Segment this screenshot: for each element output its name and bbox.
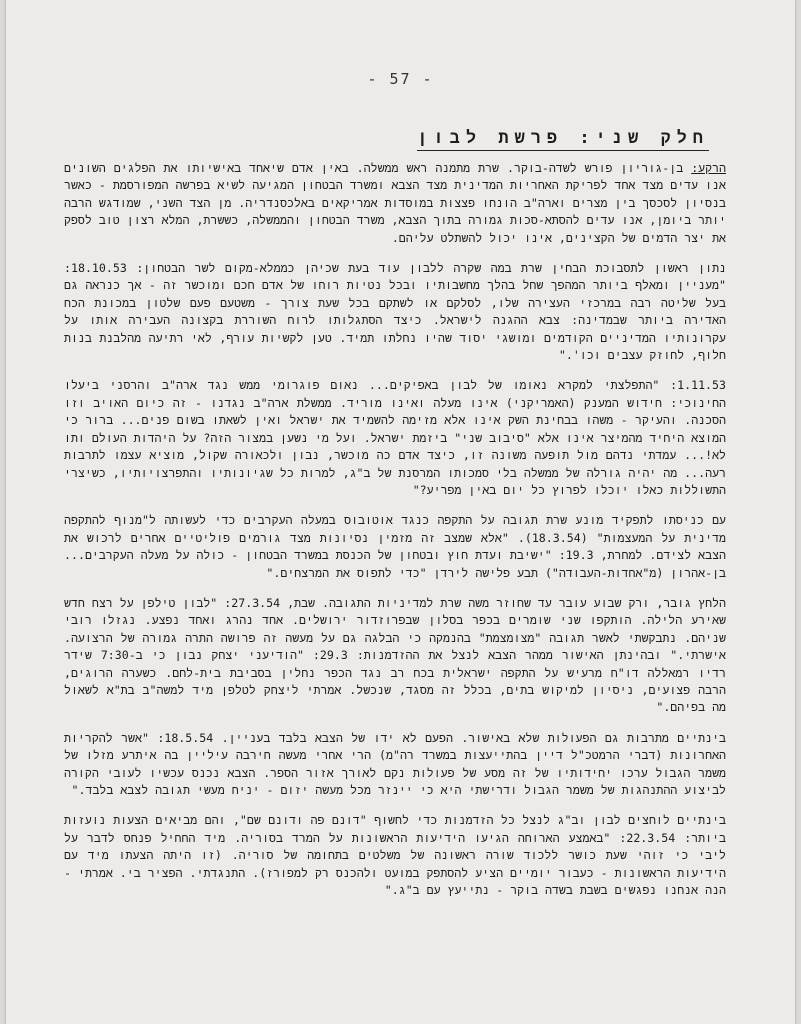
paragraph-afikim-speech: 1.11.53: "התפלצתי למקרא נאומו של לבון באפיקים... נאום פוגרומי ממש נגד ארה"ב והרסני ביעלו החינוכי: חידוש המענק (האמריקני) אינו מעלה ואינו מוריד. ממשלת ארה"ב נגדנו - זה כיום האויב וזו הסכנה. והעיקר - משהו בבחינת השק אינו אלא מזימה להשמיד את ישראל ואין לשאתו בשום פנים... ברור כי המוצא היחיד מהמיצר אינו אלא "סיבוב שני" ביזמת ישראל. ועל מי נשען במצור הזה? על היהדות העולם ותו לא!... עמדתי נדהם מול תופעה משונה זו, כיצד אדם כה מוכשר, נבון ולכאורה שקול, מוציא עצמו לתרבות רעה... מה יהיה גורלה של ממשלה בלי סמכותו המרסנת של ב"ג, למרות כל שגיונותיו והתפרצויותיו, כשיצרי התשוללות כאלו יוכלו לפרוץ כל יום באין מפריע?" xyxy=(64,378,726,497)
paragraph-background xyxy=(64,160,726,247)
paragraph-unauthorized-actions: בינתיים מתרבות גם הפעולות שלא באישור. הפעם לא ידו של הצבא בלבד בעניין. 18.5.54: "אשר להקריות האחרונות (דברי הרמטכ"ל דיין בהתייעצות במשרד רה"מ) הרי אחרי מעשה חירבה עיליין בה איתרע מזלו של משמר הגבול ערכו יחידותיו של זה מסע של פעולות נקם לאורך אזור הספר. הצבא נכנס עכשיו לעובי הקורה לביצוע ההתנהגות של משמר הגבול ודרישתי היא כי יינזר מכל מעשה יזום - יניח מעשי תגובה לצבא בלבד." xyxy=(64,730,726,797)
paragraph-pressure-grows: הלחץ גובר, ורק שבוע עובר עד שחוזר משה שרת למדיניות התגובה. שבת, 27.3.54: "לבון טילפן על רצח חדש שאירע הלילה. הותקפו שני שומרים בכפר בסלון שבפרוזדור ירושלים. אחד נהרג ואחד נפצע. נגזלו רובי שניהם. נתבקשתי לאשר תגובה "מצומצמת" בהנמקה כי הבלגה גם על מעשה זה פרושה התרה גמורה של הרצועה. אישרתי." ובהינתן האישור ממהר הצבא לנצל את ההזדמנות: 29.3: "הודיעני יצחק נבון כי ב-7:30 שידר רדיו רמאללה דו"ח מרעיש על התקפה ישראלית בכח רב נגד הכפר נחלין בסביבת בית-לחם. כשערה הרוגים, הרבה פצועים, ניסיון למיקוש בתים, בכלל זה מסגד, שנכשל. אמרתי ליצחק לטלפן מיד למשה"ב בת"א לשאול מה בפיהם." xyxy=(64,595,726,715)
page-number: - 57 - xyxy=(367,70,434,88)
paragraph-scorpions-ascent: עם כניסתו לתפקיד מונע שרת תגובה על התקפה כנגד אוטובוס במעלה העקרבים כדי לעשותה ל"מנוף להתקפה מדינית על המעצמות" (18.3.54). "אלא שמצב זה מזמין נסיונות מצד גורמים פוליטיים אחרים לרכוש את הצבא לצידם. למחרת, 19.3: "ישיבת ועדת חוץ ובטחון של הכנסת במשרד הבטחון - כולה על מעלה העקרבים... בן-אהרון (מ"אחדות-העבודה") תבע פלישה לירדן "כדי לתפוס את המרצחים." xyxy=(64,513,727,580)
paragraph-syria-proposal: בינתיים לוחצים לבון וב"ג לנצל כל הזדמנות כדי לחשוף "דונם פה ודונם שם", והם מביאים הצעות נועזות ביותר: 22.3.54: "באמצע הארוחה הגיעו הידיעות הראשונות על המרד בסוריה. מיד החחיל פנחס לדבר על ליבי כי זוהי שעת כושר ללכוד שורה ראשונה של משלטים בתחומה של סוריה. (זו היתה הצעתו מיד עם הידיעות הראשונות - כעבור יומיים הציע להסתפק במועט ולהכנס רק למפורז). התנגדתי. הפציר בי. אמרתי - הנה אנחנו נפגשים בשבת בשדה בוקר - נתייעץ עם ב"ג." xyxy=(64,813,726,898)
paragraph-text: בן-גוריון פורש לשדה-בוקר. שרת מתמנה ראש ממשלה. באין אדם שיאחד באישיותו את הפלגים השונים אנו עדים מצד אחד לפריקת האחריות המדינית מצד הצבא ומשרד הבטחון המגיעה לשיא בפרשה המפורסמת - כאשר בנסיון לסכסך בין מצרים וארה"ב הונחו פצצות במוסדות אמריקאים באלכסנדריה. מן הצד השני, שמודגש הרבה יותר ביומן, אנו עדים להסתא-סכות גמורה בתוך הצבא, משרד הבטחון והממשלה, כששרת, המלא רצון טוב לספק את יצר הדמים של הקצינים, אינו יכול להשתלט עליהם. xyxy=(64,161,726,245)
background-label: הרקע: xyxy=(691,161,726,175)
section-title: חלק שני: פרשת לבון xyxy=(417,128,709,151)
body-text xyxy=(64,160,726,912)
document-page xyxy=(6,0,795,1024)
paragraph-lavon-first-clue: נתון ראשון לתסבוכת הבחין שרת במה שקרה ללבון עוד בעת שכיהן כממלא-מקום לשר הבטחון: 18.10.53: "מעניין ומאלף ביותר המהפך שחל בהלך מחשבותיו ובכל נטיות רוחו של אדם חכם ומוכשר זה - אך כנראה גם בעל שליטה רבה במרכזי העצירה שלו, לסלקם או לשתקם בכל שעת צורך - משטעם פעם שלטון במכונת הכח האדירה ביותר שבמדינה: צבא ההגנה לישראל. כיצד הסתגלותו לרוח השוררת בקצונה העבירה אותו על עקרונותיו המדיניים הקודמים ומושגי יסוד שהיו נחלתו תמיד. טען לקשיות עורף, לאי רתיעה מהלבנת בנות חלוף, לחוזק עצבים וכו'." xyxy=(64,261,726,363)
